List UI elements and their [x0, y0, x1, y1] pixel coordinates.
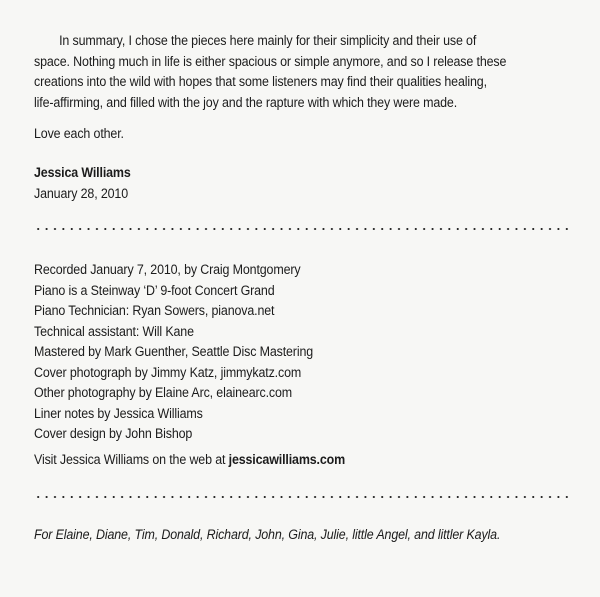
credit-line: Recorded January 7, 2010, by Craig Montgomery [34, 262, 301, 277]
summary-paragraph [34, 31, 506, 113]
website-prefix: Visit Jessica Williams on the web at [34, 452, 229, 467]
credit-line: Piano Technician: Ryan Sowers, pianova.net [34, 303, 275, 318]
summary-line: life-affirming, and filled with the joy and the rapture with which they were made. [34, 94, 458, 110]
closing-line: Love each other. [34, 126, 124, 141]
credits-list [34, 260, 313, 445]
summary-line: space. Nothing much in life is either spacious or simple anymore, and so I release these [34, 53, 507, 69]
credit-line: Liner notes by Jessica Williams [34, 405, 203, 421]
credit-line: Technical assistant: Will Kane [34, 323, 194, 339]
credit-line: Cover photograph by Jimmy Katz, jimmykatz.com [34, 364, 302, 380]
credit-line: Other photography by Elaine Arc, elainearc.com [34, 385, 293, 400]
author-name: Jessica Williams [34, 165, 131, 180]
website-line [34, 450, 345, 471]
summary-line: creations into the wild with hopes that some listeners may find their qualities healing, [34, 74, 487, 89]
signature-block [34, 163, 131, 204]
signature-date: January 28, 2010 [34, 185, 129, 201]
credit-line: Mastered by Mark Guenther, Seattle Disc Mastering [34, 344, 314, 359]
dotted-divider [34, 496, 572, 498]
summary-line: In summary, I chose the pieces here mainly for their simplicity and their use of [59, 33, 477, 48]
credit-line: Piano is a Steinway ‘D’ 9-foot Concert Grand [34, 282, 275, 298]
dedication-line: For Elaine, Diane, Tim, Donald, Richard, John, Gina, Julie, little Angel, and littler Kayla. [34, 527, 501, 542]
website-url: jessicawilliams.com [228, 452, 346, 467]
dotted-divider [34, 228, 572, 230]
credit-line: Cover design by John Bishop [34, 426, 193, 441]
